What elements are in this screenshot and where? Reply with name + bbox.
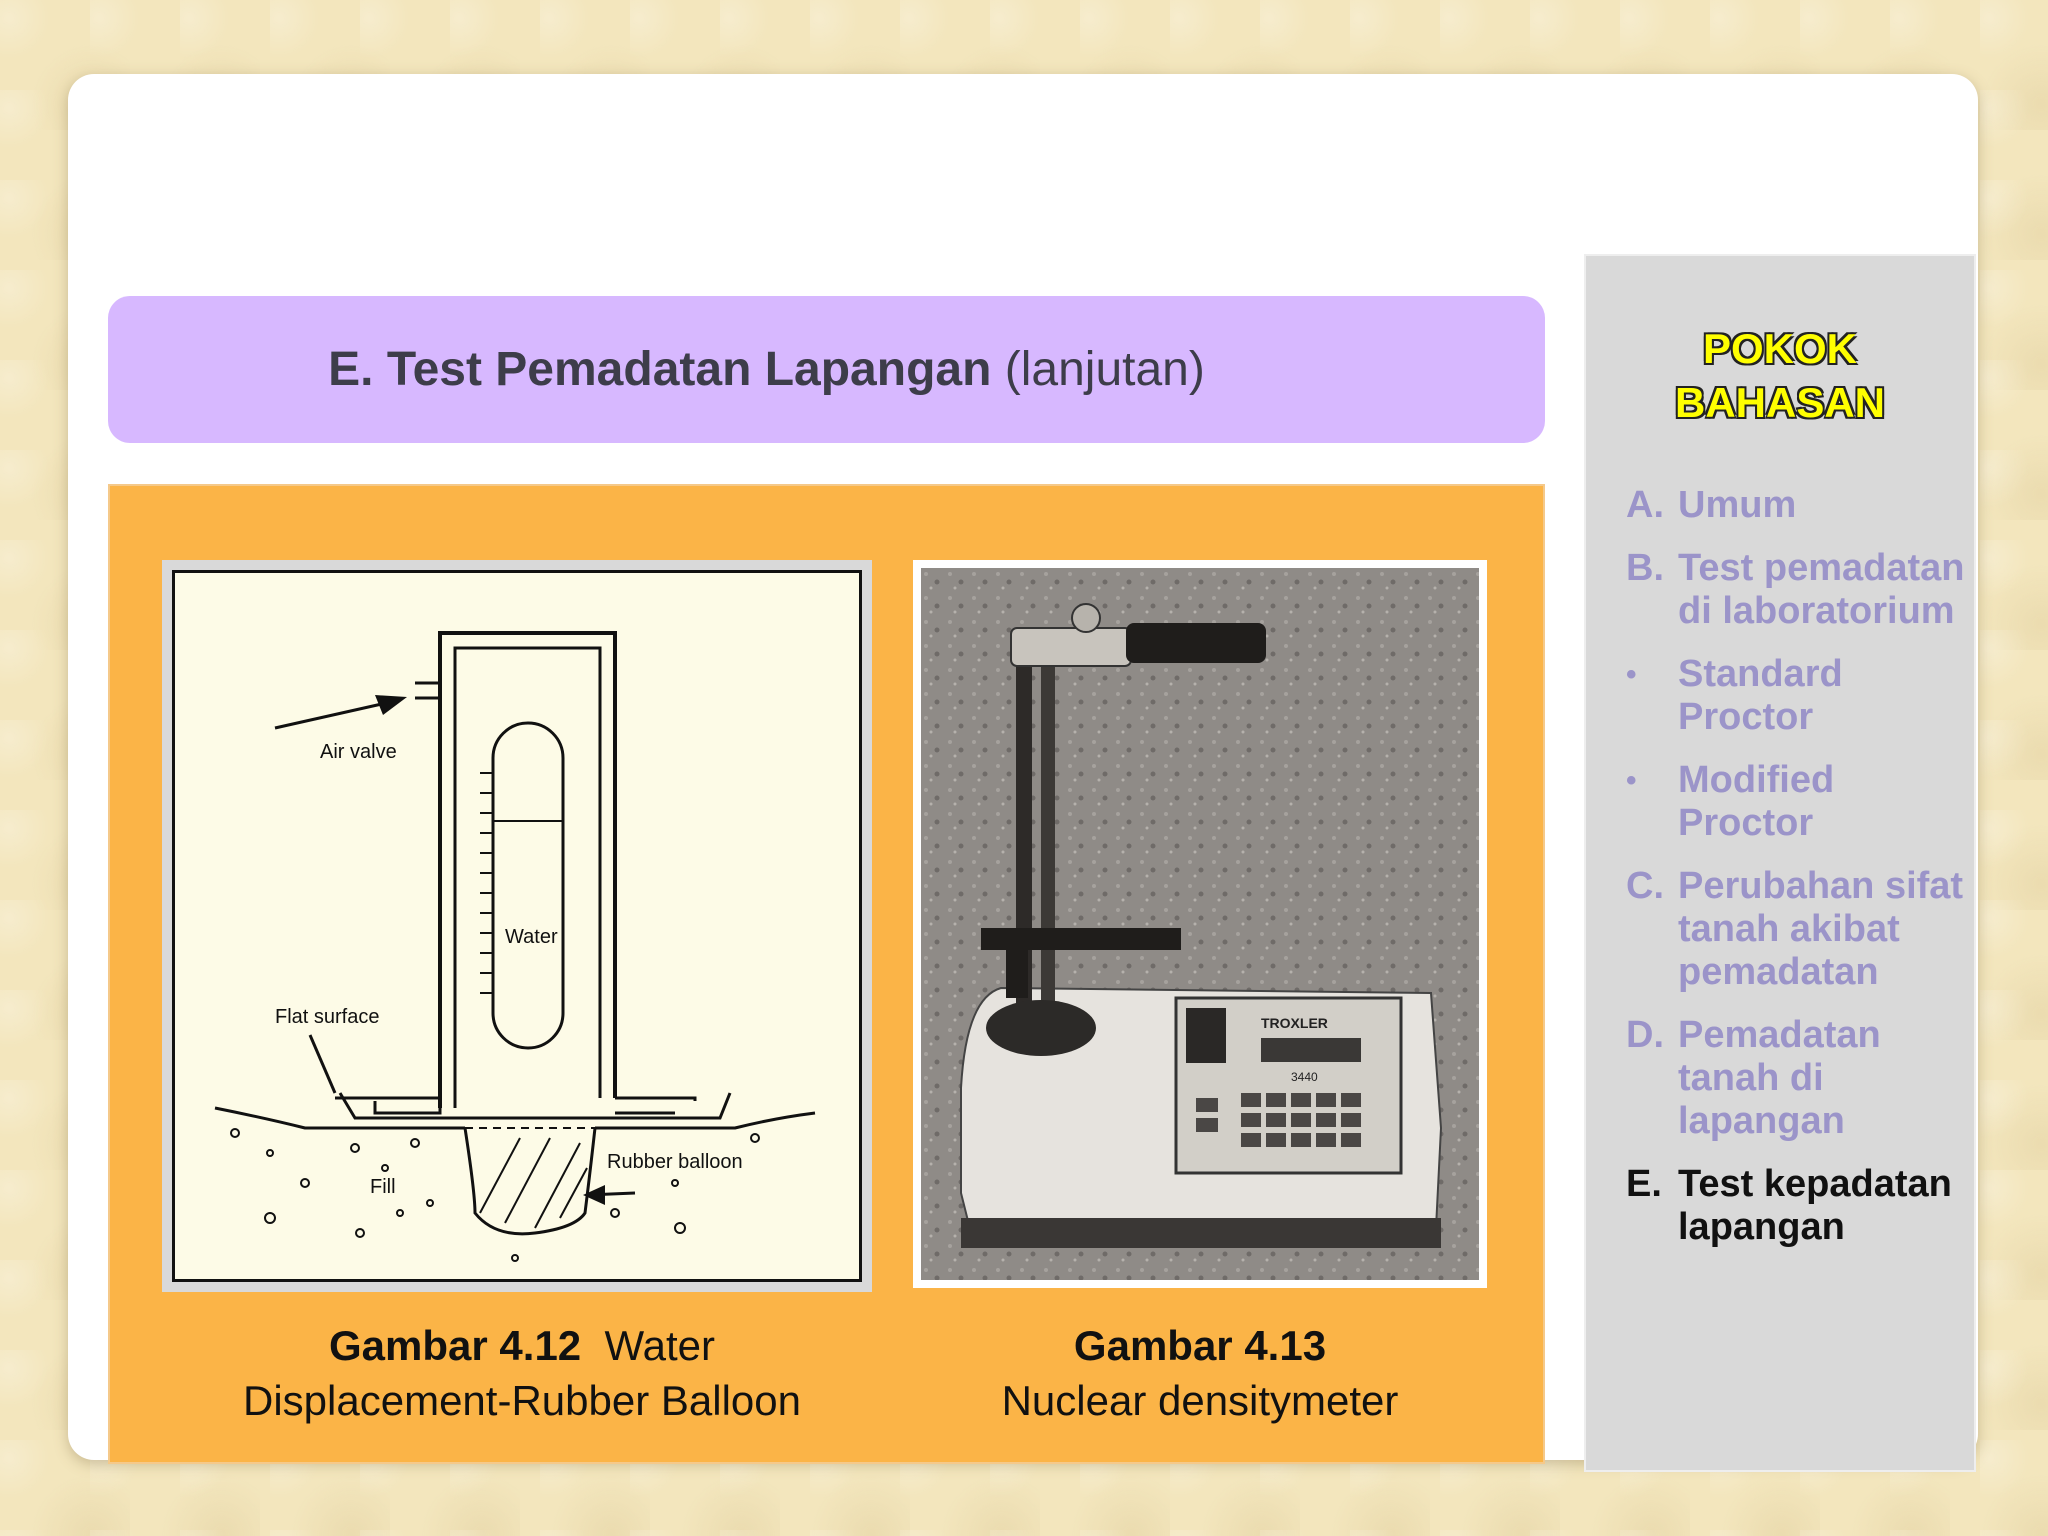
rubber-balloon-label: Rubber balloon: [607, 1151, 743, 1173]
sidebar-item-label: Umum: [1678, 484, 1797, 526]
title-bar: [108, 296, 1545, 443]
sidebar-heading-line2: BAHASAN: [1675, 379, 1885, 426]
bullet-icon: •: [1626, 764, 1637, 797]
figure-4-12-caption-line2: Displacement-Rubber Balloon: [243, 1377, 801, 1424]
sidebar-item-perubahan-sifat[interactable]: [1626, 865, 1971, 994]
sidebar-heading-line1: POKOK: [1702, 325, 1857, 372]
flat-surface-label: Flat surface: [275, 1006, 380, 1028]
sidebar-item-label: Pemadatan tanah di lapangan: [1678, 1014, 1881, 1142]
sidebar-item-label: Test pemadatan di laboratorium: [1678, 547, 1965, 632]
fill-label: Fill: [370, 1176, 396, 1198]
figure-rubber-balloon: [162, 560, 872, 1292]
sidebar-item-marker: B.: [1626, 547, 1664, 589]
air-valve-label: Air valve: [320, 741, 397, 763]
bullet-icon: •: [1626, 658, 1637, 691]
sidebar-item-marker: E.: [1626, 1163, 1662, 1205]
sidebar-item-label: Standard Proctor: [1678, 653, 1843, 738]
sidebar-item-test-kepadatan[interactable]: [1626, 1163, 1971, 1249]
rubber-balloon-diagram: [175, 573, 859, 1279]
figure-4-13-caption: [913, 1318, 1487, 1428]
figure-4-12-number: Gambar 4.12: [329, 1322, 582, 1369]
nuclear-densitymeter-image: [921, 568, 1479, 1280]
device-model-label: 3440: [1291, 1070, 1318, 1084]
sidebar-item-label: Modified Proctor: [1678, 759, 1835, 844]
sidebar-item-umum[interactable]: [1626, 484, 1971, 527]
water-label: Water: [505, 926, 558, 948]
sidebar-item-marker: D.: [1626, 1014, 1664, 1056]
sidebar-item-label: Test kepadatan lapangan: [1678, 1163, 1952, 1248]
figure-4-13-number: Gambar 4.13: [1073, 1322, 1327, 1369]
sidebar-item-marker: C.: [1626, 865, 1664, 907]
figure-4-12-caption: [162, 1318, 882, 1428]
sidebar-heading: [1584, 322, 1976, 430]
device-brand-label: TROXLER: [1261, 1015, 1328, 1031]
figure-nuclear-densitymeter: [913, 560, 1487, 1288]
page-title-normal: (lanjutan): [1004, 343, 1205, 396]
sidebar-item-test-pemadatan-lab[interactable]: [1626, 547, 1971, 633]
figure-4-12-caption-rest: Water: [604, 1322, 715, 1369]
sidebar-item-pemadatan-lapangan[interactable]: [1626, 1014, 1971, 1143]
sidebar-item-marker: A.: [1626, 484, 1664, 526]
page-title-bold: E. Test Pemadatan Lapangan: [328, 343, 992, 396]
sidebar-item-label: Perubahan sifat tanah akibat pemadatan: [1678, 865, 1964, 993]
sidebar-menu: [1626, 484, 1971, 1269]
sidebar-item-standard-proctor[interactable]: [1626, 653, 1971, 739]
figure-4-13-caption-line2: Nuclear densitymeter: [1001, 1377, 1399, 1424]
page-title: [108, 296, 1545, 443]
sidebar-item-modified-proctor[interactable]: [1626, 759, 1971, 845]
